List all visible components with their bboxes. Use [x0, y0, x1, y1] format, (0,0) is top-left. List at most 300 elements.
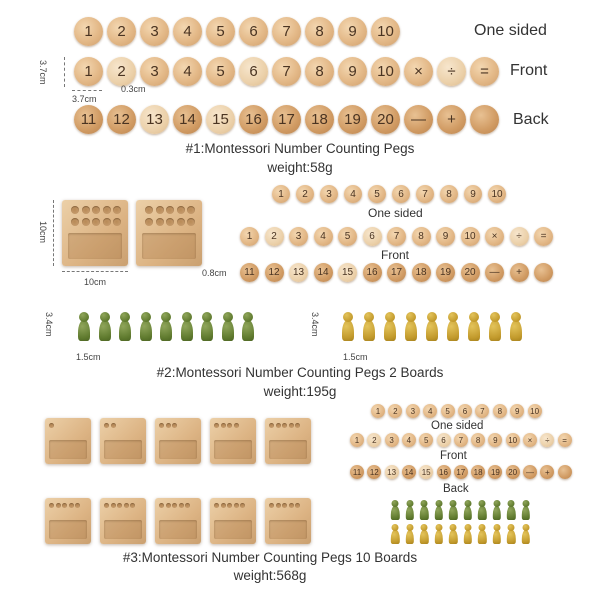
peg-body [391, 530, 399, 545]
number-disc: 13 [289, 263, 308, 282]
peg-hole [295, 423, 300, 428]
peg-head [435, 500, 442, 507]
peg-hole [104, 423, 109, 428]
board-tray [159, 520, 197, 539]
green-peg [140, 312, 152, 342]
number-disc: 8 [305, 57, 334, 86]
board-tray [142, 233, 196, 259]
number-disc: 7 [272, 17, 301, 46]
number-disc: 18 [412, 263, 431, 282]
section3-label-one-sided: One sided [431, 420, 484, 432]
peg-hole [214, 423, 219, 428]
green-peg [181, 312, 193, 342]
number-disc: 5 [368, 185, 386, 203]
yellow-peg [406, 524, 414, 545]
yellow-peg [489, 312, 501, 342]
peg-head [450, 500, 457, 507]
peg-head [464, 524, 471, 531]
peg-body [420, 530, 428, 545]
peg-body [434, 506, 442, 521]
peg-hole [62, 288, 70, 296]
yellow-peg [478, 524, 486, 545]
peg-head [490, 312, 500, 322]
peg-hole [276, 503, 281, 508]
yellow-peg [420, 524, 428, 545]
peg-body [405, 530, 413, 545]
number-disc: × [404, 57, 433, 86]
section1-width-line [72, 90, 102, 91]
peg-hole [234, 423, 239, 428]
number-disc: 14 [173, 105, 202, 134]
peg-head [435, 524, 442, 531]
peg-body [384, 320, 396, 341]
peg-hole [54, 256, 62, 264]
number-disc: = [558, 433, 572, 447]
number-disc: 10 [506, 433, 520, 447]
board-tray [269, 440, 307, 459]
green-peg [242, 312, 254, 342]
peg-hole [49, 503, 54, 508]
yellow-peg [384, 312, 396, 342]
number-disc: 19 [436, 263, 455, 282]
yellow-peg [405, 312, 417, 342]
number-disc: 15 [338, 263, 357, 282]
peg-hole [221, 423, 226, 428]
number-disc: 1 [371, 404, 385, 418]
peg-hole [54, 272, 62, 280]
peg-body [447, 320, 459, 341]
green-peg [406, 500, 414, 521]
peg-hole [71, 218, 79, 226]
section3-board [265, 498, 311, 544]
peg-head [406, 524, 413, 531]
number-disc: 20 [461, 263, 480, 282]
peg-body [119, 320, 131, 341]
number-disc: = [534, 227, 553, 246]
yellow-peg [363, 312, 375, 342]
peg-hole [62, 296, 70, 304]
yellow-peg [522, 524, 530, 545]
blank-disc [470, 105, 499, 134]
number-disc: 8 [471, 433, 485, 447]
green-peg [160, 312, 172, 342]
board-tray [159, 440, 197, 459]
peg-hole [62, 503, 67, 508]
peg-hole [130, 503, 135, 508]
number-disc: 11 [240, 263, 259, 282]
number-disc: 6 [239, 17, 268, 46]
number-disc: 4 [344, 185, 362, 203]
green-peg [449, 500, 457, 521]
peg-head [508, 500, 515, 507]
peg-hole [227, 423, 232, 428]
peg-body [492, 530, 500, 545]
peg-hole [172, 503, 177, 508]
peg-hole [82, 206, 90, 214]
peg-body [521, 506, 529, 521]
number-disc: 4 [402, 433, 416, 447]
peg-hole [156, 218, 164, 226]
number-disc: 3 [320, 185, 338, 203]
peg-hole [104, 503, 109, 508]
peg-head [469, 312, 479, 322]
section3-board [210, 418, 256, 464]
peg-hole [54, 232, 62, 240]
number-disc: 4 [423, 404, 437, 418]
peg-body [222, 320, 234, 341]
yellow-peg [435, 524, 443, 545]
section2-dim-peg-height-yellow: 3.4cm [310, 312, 320, 337]
number-disc: ÷ [540, 433, 554, 447]
peg-head [202, 312, 212, 322]
peg-head [508, 524, 515, 531]
number-disc: 17 [387, 263, 406, 282]
number-disc: 6 [363, 227, 382, 246]
number-disc: 2 [367, 433, 381, 447]
number-disc: 5 [419, 433, 433, 447]
peg-body [478, 506, 486, 521]
number-disc: 7 [387, 227, 406, 246]
peg-body [420, 506, 428, 521]
yellow-peg [468, 312, 480, 342]
peg-hole [103, 218, 111, 226]
number-disc: 12 [367, 465, 381, 479]
yellow-peg [426, 312, 438, 342]
peg-body [478, 530, 486, 545]
number-disc: 19 [488, 465, 502, 479]
peg-hole [166, 423, 171, 428]
section2-board-2 [136, 200, 202, 266]
peg-hole [54, 264, 62, 272]
number-disc: 8 [305, 17, 334, 46]
peg-hole [156, 206, 164, 214]
peg-hole [62, 328, 70, 336]
peg-body [391, 506, 399, 521]
peg-body [201, 320, 213, 341]
peg-hole [103, 206, 111, 214]
number-disc: 20 [371, 105, 400, 134]
peg-hole [62, 336, 70, 344]
peg-hole [82, 218, 90, 226]
number-disc: 3 [406, 404, 420, 418]
peg-hole [295, 503, 300, 508]
section2-dim-board-width: 10cm [84, 277, 107, 287]
section3-board [100, 498, 146, 544]
peg-head [421, 500, 428, 507]
number-disc: 11 [74, 105, 103, 134]
number-disc: 14 [314, 263, 333, 282]
number-disc: + [437, 105, 466, 134]
number-disc: 16 [239, 105, 268, 134]
number-disc: 12 [265, 263, 284, 282]
section1-label-front: Front [510, 62, 548, 79]
number-disc: ÷ [510, 227, 529, 246]
peg-body [510, 320, 522, 341]
peg-head [161, 312, 171, 322]
number-disc: = [470, 57, 499, 86]
blank-disc [558, 465, 572, 479]
peg-head [421, 524, 428, 531]
peg-hole [75, 503, 80, 508]
number-disc: 4 [314, 227, 333, 246]
peg-body [99, 320, 111, 341]
peg-head [392, 524, 399, 531]
peg-body [521, 530, 529, 545]
section1-dim-height: 3.7cm [38, 60, 48, 85]
section1-dim-thickness: 0.3cm [121, 84, 146, 94]
number-disc: 9 [338, 57, 367, 86]
number-disc: 5 [441, 404, 455, 418]
peg-hole [92, 218, 100, 226]
section2-weight: weight:195g [263, 384, 337, 399]
peg-head [493, 524, 500, 531]
peg-body [507, 530, 515, 545]
number-disc: 9 [338, 17, 367, 46]
section1-label-one-sided: One sided [474, 22, 547, 39]
number-disc: × [523, 433, 537, 447]
number-disc: 10 [371, 57, 400, 86]
number-disc: 2 [107, 17, 136, 46]
number-disc: 10 [371, 17, 400, 46]
board-tray [49, 440, 87, 459]
number-disc: 3 [289, 227, 308, 246]
peg-body [492, 506, 500, 521]
section3-weight: weight:568g [233, 568, 307, 583]
peg-hole [111, 423, 116, 428]
peg-body [468, 320, 480, 341]
section2-dim-peg-height: 3.4cm [44, 312, 54, 337]
number-disc: 3 [140, 17, 169, 46]
peg-head [223, 312, 233, 322]
peg-head [479, 500, 486, 507]
peg-hole [240, 503, 245, 508]
yellow-peg [464, 524, 472, 545]
peg-hole [172, 423, 177, 428]
yellow-peg [493, 524, 501, 545]
peg-hole [62, 320, 70, 328]
number-disc: 7 [454, 433, 468, 447]
peg-hole [54, 224, 62, 232]
green-peg [420, 500, 428, 521]
number-disc: 18 [471, 465, 485, 479]
number-disc: 1 [74, 57, 103, 86]
peg-hole [177, 218, 185, 226]
section3-board [100, 418, 146, 464]
peg-hole [179, 503, 184, 508]
number-disc: — [523, 465, 537, 479]
number-disc: + [510, 263, 529, 282]
section3-board [155, 418, 201, 464]
green-peg [391, 500, 399, 521]
peg-head [493, 500, 500, 507]
peg-hole [56, 503, 61, 508]
number-disc: 9 [488, 433, 502, 447]
section1-height-line [64, 57, 65, 87]
board-tray [68, 233, 122, 259]
number-disc: 3 [385, 433, 399, 447]
number-disc: 9 [464, 185, 482, 203]
number-disc: 7 [475, 404, 489, 418]
number-disc: 2 [388, 404, 402, 418]
number-disc: 16 [363, 263, 382, 282]
peg-head [522, 524, 529, 531]
peg-body [507, 506, 515, 521]
peg-body [463, 506, 471, 521]
section1-dim-width: 3.7cm [72, 94, 97, 104]
peg-hole [166, 503, 171, 508]
number-disc: 16 [437, 465, 451, 479]
peg-head [385, 312, 395, 322]
yellow-peg [447, 312, 459, 342]
number-disc: 10 [528, 404, 542, 418]
peg-head [448, 312, 458, 322]
number-disc: 5 [338, 227, 357, 246]
green-peg [119, 312, 131, 342]
board-tray [214, 520, 252, 539]
section3-board [45, 418, 91, 464]
peg-head [406, 312, 416, 322]
number-disc: 10 [488, 185, 506, 203]
number-disc: 20 [506, 465, 520, 479]
peg-head [100, 312, 110, 322]
peg-hole [113, 218, 121, 226]
peg-hole [269, 503, 274, 508]
number-disc: — [404, 105, 433, 134]
number-disc: 1 [272, 185, 290, 203]
peg-hole [187, 218, 195, 226]
peg-hole [159, 503, 164, 508]
peg-body [463, 530, 471, 545]
peg-hole [269, 423, 274, 428]
section3-board [265, 418, 311, 464]
number-disc: 13 [140, 105, 169, 134]
yellow-peg [510, 312, 522, 342]
number-disc: 17 [272, 105, 301, 134]
peg-hole [177, 206, 185, 214]
yellow-peg [391, 524, 399, 545]
yellow-peg [342, 312, 354, 342]
board-tray [269, 520, 307, 539]
board-tray [49, 520, 87, 539]
peg-hole [54, 240, 62, 248]
peg-body [181, 320, 193, 341]
section3-board [45, 498, 91, 544]
peg-head [141, 312, 151, 322]
peg-hole [54, 248, 62, 256]
peg-body [449, 530, 457, 545]
peg-hole [54, 208, 62, 216]
section2-caption: #2:Montessori Number Counting Pegs 2 Boards [156, 365, 444, 380]
peg-head [392, 500, 399, 507]
section1-label-back: Back [513, 111, 549, 128]
peg-hole [117, 503, 122, 508]
section3-board [155, 498, 201, 544]
peg-head [79, 312, 89, 322]
peg-hole [289, 503, 294, 508]
peg-hole [145, 218, 153, 226]
peg-hole [289, 423, 294, 428]
number-disc: 5 [206, 17, 235, 46]
peg-hole [49, 423, 54, 428]
peg-hole [166, 206, 174, 214]
blank-disc [534, 263, 553, 282]
peg-hole [113, 206, 121, 214]
section1-caption: #1:Montessori Number Counting Pegs [185, 141, 415, 156]
section2-label-one-sided: One sided [368, 206, 423, 220]
number-disc: 9 [510, 404, 524, 418]
number-disc: 12 [107, 105, 136, 134]
peg-hole [62, 272, 70, 280]
board-tray [104, 520, 142, 539]
peg-hole [282, 423, 287, 428]
green-peg [435, 500, 443, 521]
number-disc: 8 [412, 227, 431, 246]
number-disc: 11 [350, 465, 364, 479]
peg-hole [62, 312, 70, 320]
number-disc: 10 [461, 227, 480, 246]
yellow-peg [507, 524, 515, 545]
green-peg [99, 312, 111, 342]
peg-body [242, 320, 254, 341]
number-disc: 6 [458, 404, 472, 418]
number-disc: 1 [350, 433, 364, 447]
peg-head [479, 524, 486, 531]
peg-body [449, 506, 457, 521]
peg-body [140, 320, 152, 341]
number-disc: 4 [173, 57, 202, 86]
number-disc: 2 [296, 185, 314, 203]
green-peg [522, 500, 530, 521]
peg-hole [54, 200, 62, 208]
number-disc: 3 [140, 57, 169, 86]
peg-body [342, 320, 354, 341]
green-peg [201, 312, 213, 342]
peg-head [243, 312, 253, 322]
section3-label-back: Back [443, 483, 469, 495]
section2-label-front: Front [381, 248, 410, 262]
peg-head [182, 312, 192, 322]
number-disc: 6 [437, 433, 451, 447]
peg-hole [62, 304, 70, 312]
peg-body [426, 320, 438, 341]
green-peg [493, 500, 501, 521]
section2-dim-board-height: 10cm [38, 221, 48, 244]
section3-caption: #3:Montessori Number Counting Pegs 10 Boards [122, 550, 418, 565]
peg-body [434, 530, 442, 545]
peg-body [405, 506, 413, 521]
peg-hole [214, 503, 219, 508]
peg-body [489, 320, 501, 341]
green-peg [507, 500, 515, 521]
number-disc: 14 [402, 465, 416, 479]
peg-hole [145, 206, 153, 214]
peg-head [364, 312, 374, 322]
number-disc: — [485, 263, 504, 282]
number-disc: 15 [419, 465, 433, 479]
section3-label-front: Front [440, 450, 467, 462]
peg-hole [227, 503, 232, 508]
peg-hole [185, 503, 190, 508]
yellow-peg [449, 524, 457, 545]
peg-head [343, 312, 353, 322]
peg-head [522, 500, 529, 507]
section3-board [210, 498, 256, 544]
number-disc: 8 [440, 185, 458, 203]
board-tray [104, 440, 142, 459]
peg-body [160, 320, 172, 341]
peg-head [450, 524, 457, 531]
peg-hole [159, 423, 164, 428]
